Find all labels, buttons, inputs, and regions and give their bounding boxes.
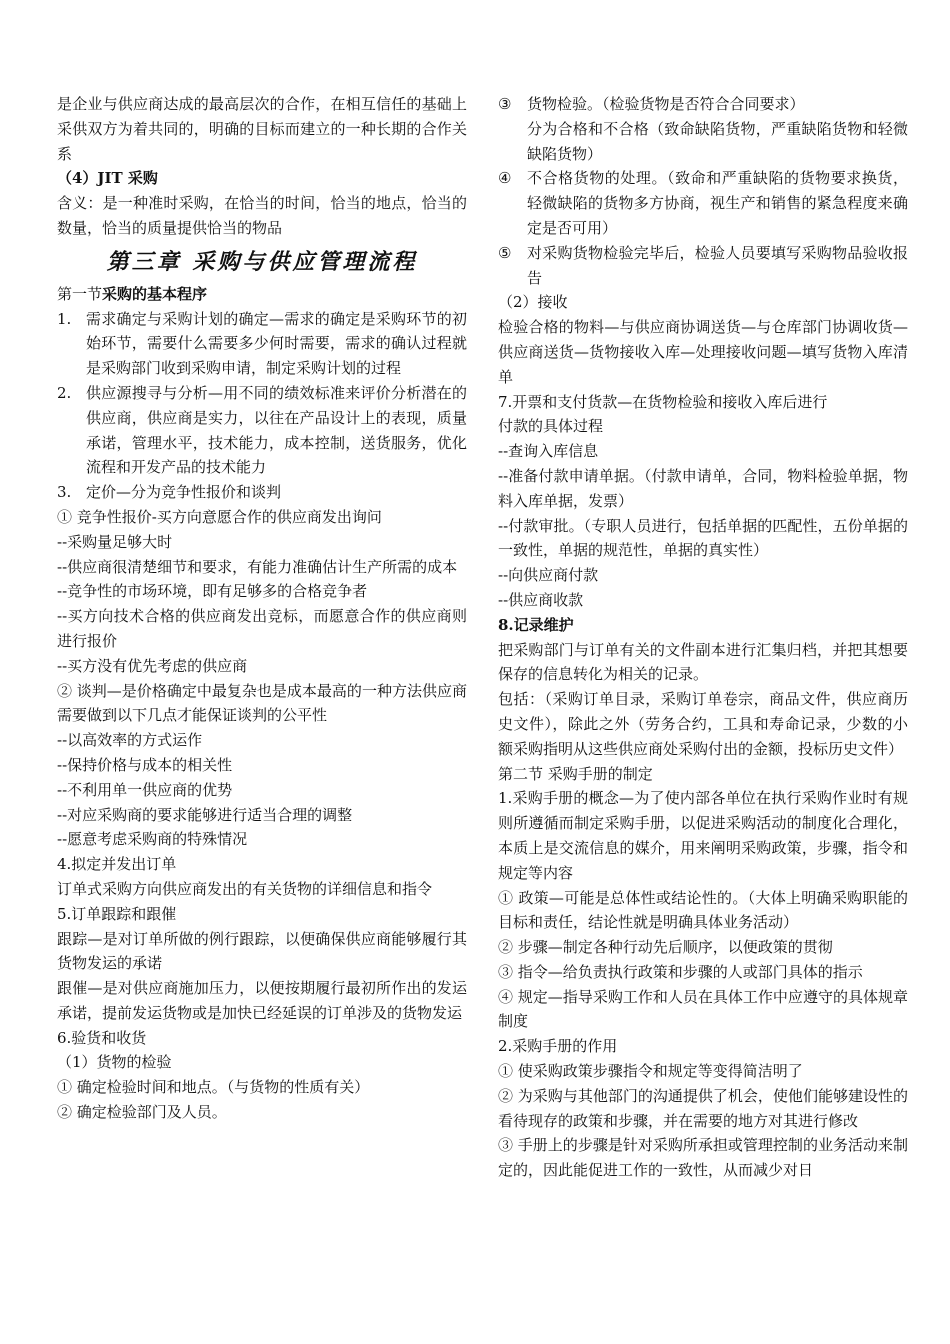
- list-text: 供应源搜寻与分析—用不同的绩效标准来评价分析潜在的供应商，供应商是实力，以往在产品设计上的表现，质量承诺，管理水平，技术能力，成本控制，送货服务，优化流程和开发产品的技术能力: [86, 383, 467, 477]
- list-number: ④: [498, 169, 512, 188]
- text-line: ② 步骤—制定各种行动先后顺序，以便政策的贯彻: [498, 938, 833, 957]
- text-line: 付款的具体过程: [498, 417, 604, 436]
- list-item: [498, 241, 908, 291]
- text-line: 把采购部门与订单有关的文件副本进行汇集归档，并把其想要保存的信息转化为相关的记录。: [498, 640, 908, 684]
- text-line: ① 确定检验时间和地点。（与货物的性质有关）: [57, 1078, 370, 1097]
- text-line: 4.拟定并发出订单: [57, 855, 177, 874]
- text-line: 1.采购手册的概念—为了使内部各单位在执行采购作业时有规则所遵循而制定采购手册，以促进采购活动的制度化合理化，本质上是交流信息的媒介，用来阐明采购政策，步骤，指令和规定等内容: [498, 789, 908, 882]
- text-line: 7.开票和支付货款—在货物检验和接收入库后进行: [498, 392, 828, 411]
- text-line: 第二节 采购手册的制定: [498, 764, 653, 783]
- text-line: ① 政策—可能是总体性或结论性的。（大体上明确采购职能的目标和责任，结论性就是明确具体业务活动）: [498, 888, 908, 932]
- list-text: 不合格货物的处理。（致命和严重缺陷的货物要求换货，轻微缺陷的货物多方协商，视生产和销售的紧急程度来确定是否可用）: [527, 169, 908, 237]
- list-number: 2.: [57, 383, 72, 402]
- text-line: ① 使采购政策步骤指令和规定等变得简洁明了: [498, 1062, 803, 1081]
- list-text: 货物检验。（检验货物是否符合合同要求）: [527, 95, 805, 113]
- text-line: ② 谈判—是价格确定中最复杂也是成本最高的一种方法供应商需要做到以下几点才能保证谈判的公平性: [57, 681, 467, 725]
- text-line: --准备付款申请单据。（付款申请单，合同，物料检验单据，物料入库单据，发票）: [498, 466, 908, 510]
- text-line: ② 为采购与其他部门的沟通提供了机会，使他们能够建设性的看待现存的政策和步骤，并在需要的地方对其进行修改: [498, 1086, 908, 1130]
- text-line: --不利用单一供应商的优势: [57, 780, 233, 799]
- list-number: ③: [498, 95, 512, 113]
- list-item: [57, 480, 467, 505]
- text-line: 订单式采购方向供应商发出的有关货物的详细信息和指令: [57, 879, 433, 898]
- text-line: ④ 规定—指导采购工作和人员在具体工作中应遵守的具体规章制度: [498, 987, 908, 1031]
- text-line: ③ 手册上的步骤是针对采购所承担或管理控制的业务活动来制定的，因此能促进工作的一致性，从而减少对日: [498, 1136, 908, 1180]
- text-line: --采购量足够大时: [57, 532, 173, 551]
- text-line: --保持价格与成本的相关性: [57, 755, 233, 774]
- text-line: --对应采购商的要求能够进行适当合理的调整: [57, 805, 353, 824]
- text-line: --向供应商付款: [498, 566, 599, 585]
- text-line: （2）接收: [498, 293, 568, 312]
- text-line: 跟催—是对供应商施加压力，以便按期履行最初所作出的发运承诺，提前发运货物或是加快已经延误的订单涉及的货物发运: [57, 979, 467, 1022]
- right-column: [498, 92, 908, 1183]
- text-line: --买方没有优先考虑的供应商: [57, 656, 248, 675]
- list-subtext: 分为合格和不合格（致命缺陷货物，严重缺陷货物和轻微缺陷货物）: [527, 119, 908, 163]
- section-title: 采购的基本程序: [102, 284, 208, 303]
- text-line: 2.采购手册的作用: [498, 1037, 618, 1056]
- text-line: --查询入库信息: [498, 442, 599, 461]
- text-line: --供应商很清楚细节和要求，有能力准确估计生产所需的成本: [57, 557, 458, 576]
- list-item: [498, 166, 908, 240]
- list-text: 定价—分为竞争性报价和谈判: [86, 483, 282, 502]
- section-prefix: 第一节: [57, 284, 103, 303]
- jit-definition: 含义：是一种准时采购，在恰当的时间，恰当的地点，恰当的数量，恰当的质量提供恰当的物品: [57, 194, 467, 237]
- list-number: ⑤: [498, 243, 512, 262]
- text-line: ③ 指令—给负责执行政策和步骤的人或部门具体的指示: [498, 962, 863, 981]
- text-line: （1）货物的检验: [57, 1053, 172, 1072]
- list-item: [57, 381, 467, 480]
- list-number: 1.: [57, 309, 72, 328]
- list-text: 需求确定与采购计划的确定—需求的确定是采购环节的初始环节，需要什么需要多少何时需要，需求的确认过程就是采购部门收到采购申请，制定采购计划的过程: [86, 309, 467, 378]
- intro-paragraph: 是企业与供应商达成的最高层次的合作，在相互信任的基础上采供双方为着共同的，明确的目标而建立的一种长期的合作关系: [57, 95, 467, 163]
- text-line: ② 确定检验部门及人员。: [57, 1103, 227, 1122]
- text-line: --愿意考虑采购商的特殊情况: [57, 830, 248, 849]
- chapter-title: 第三章 采购与供应管理流程: [106, 248, 418, 275]
- text-line: ① 竞争性报价-买方向意愿合作的供应商发出询问: [57, 507, 382, 526]
- text-line: 包括：（采购订单目录，采购订单卷宗，商品文件，供应商历史文件），除此之外（劳务合约，工具和寿命记录，少数的小额采购指明从这些供应商处采购付出的金额，投标历史文件）: [498, 690, 908, 758]
- text-line: --竞争性的市场环境，即有足够多的合格竞争者: [57, 582, 368, 601]
- left-column: [57, 92, 467, 1125]
- text-line: --供应商收款: [498, 590, 584, 609]
- text-line: 6.验货和收货: [57, 1028, 147, 1047]
- list-item: [498, 92, 908, 117]
- list-number: 3.: [57, 483, 72, 502]
- text-line: --买方向技术合格的供应商发出竞标，而愿意合作的供应商则进行报价: [57, 607, 467, 650]
- list-text: 对采购货物检验完毕后，检验人员要填写采购物品验收报告: [527, 243, 908, 287]
- text-line: --付款审批。（专职人员进行，包括单据的匹配性，五份单据的一致性，单据的规范性，单据的真实性）: [498, 516, 908, 560]
- text-line: 5.订单跟踪和跟催: [57, 904, 177, 923]
- text-line: 检验合格的物料—与供应商协调送货—与仓库部门协调收货—供应商送货—货物接收入库—处理接收问题—填写货物入库清单: [498, 318, 908, 386]
- text-line: 跟踪—是对订单所做的例行跟踪，以便确保供应商能够履行其货物发运的承诺: [57, 929, 467, 973]
- section-heading: [57, 282, 467, 307]
- list-item: [57, 307, 467, 381]
- record-heading: 8.记录维护: [498, 615, 574, 634]
- jit-heading: （4）JIT 采购: [57, 169, 158, 188]
- text-line: --以高效率的方式运作: [57, 731, 203, 750]
